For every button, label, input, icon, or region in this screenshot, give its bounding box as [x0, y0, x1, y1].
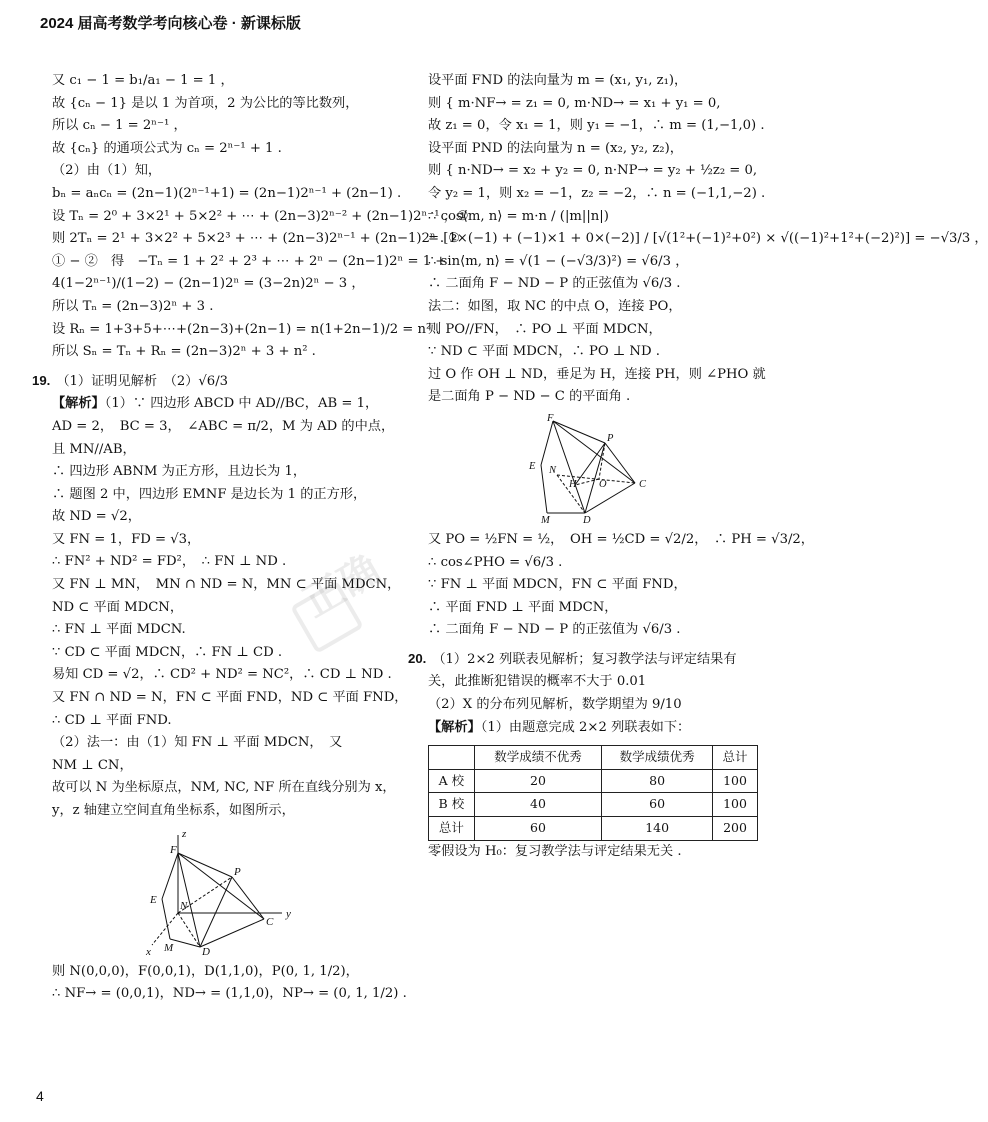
solution-line: 是二面角 P − ND − C 的平面角 . [428, 389, 631, 405]
fig1-label: C [266, 915, 274, 928]
q20-intro [428, 717, 758, 740]
solution-line: ∴ 四边形 ABNM 为正方形，且边长为 1， [52, 464, 307, 480]
table-cell: 60 [602, 793, 713, 817]
solution-line: 则 { m·NF→ = z₁ = 0, m·ND→ = x₁ + y₁ = 0, [428, 95, 721, 111]
figure-dihedral-angle [523, 413, 663, 525]
q20-answer-line [408, 648, 758, 672]
solution-line: ∴ 平面 FND ⊥ 平面 MDCN， [428, 599, 618, 615]
table-cell: 数学成绩优秀 [602, 746, 713, 770]
solution-line: ∴ cos∠PHO = √6/3 . [428, 554, 563, 570]
solution-line: ① − ② 得 −Tₙ = 1 + 2² + 2³ + ⋯ + 2ⁿ − (2n−1)2ⁿ = 1 + [52, 253, 447, 269]
solution-line: （2）法一：由（1）知 FN ⊥ 平面 MDCN， 又 [52, 735, 343, 751]
q20-answer-line-3: （2）X 的分布列见解析，数学期望为 9/10 [428, 697, 682, 713]
table-cell: 40 [474, 793, 601, 817]
q19-method-one [428, 70, 988, 409]
fig1-label: P [234, 865, 241, 878]
q19-number: 19. [32, 372, 51, 388]
solution-line: ∴ CD ⊥ 平面 FND. [52, 712, 172, 728]
solution-line: 故 {cₙ − 1} 是以 1 为首项，2 为公比的等比数列， [52, 95, 359, 111]
solution-line: 又 FN ∩ ND = N，FN ⊂ 平面 FND，ND ⊂ 平面 FND， [52, 690, 408, 706]
solution-line: ∴ FN ⊥ 平面 MDCN. [52, 622, 186, 638]
q19-line: （1）∵ 四边形 ABCD 中 AD//BC，AB = 1， [104, 396, 379, 412]
table-row [429, 769, 758, 793]
solution-line: 则 PO//FN， ∴ PO ⊥ 平面 MDCN， [428, 321, 662, 337]
fig1-label: M [164, 941, 174, 954]
table-cell: 140 [602, 817, 713, 841]
table-cell: 总计 [429, 817, 475, 841]
page-header: 2024 届高考数学考向核心卷 · 新课标版 [40, 15, 301, 32]
solution-line: 所以 cₙ − 1 = 2ⁿ⁻¹ ， [52, 118, 187, 134]
solution-line: 又 PO = ½FN = ½， OH = ½CD = √2/2， ∴ PH = √3/2， [428, 531, 814, 547]
solution-line: 设平面 FND 的法向量为 m = (x₁, y₁, z₁)， [428, 73, 688, 88]
solution-line: 过 O 作 OH ⊥ ND，垂足为 H，连接 PH，则 ∠PHO 就 [428, 366, 766, 382]
solution-line: 则 { n·ND→ = x₂ + y₂ = 0, n·NP→ = y₂ + ½z₂ = 0, [428, 163, 758, 179]
solution-line: 令 y₂ = 1，则 x₂ = −1，z₂ = −2，∴ n = (−1,1,−2) . [428, 185, 766, 201]
table-header-row [429, 746, 758, 770]
table-cell: 60 [474, 817, 601, 841]
q20-answer-line-2: 关，此推断犯错误的概率不大于 0.01 [428, 674, 647, 690]
solution-line: 4(1−2ⁿ⁻¹)/(1−2) − (2n−1)2ⁿ = (3−2n)2ⁿ − 3 ， [52, 276, 365, 292]
contingency-table [428, 745, 758, 840]
q20-intro-text: （1）由题意完成 2×2 列联表如下： [480, 719, 691, 735]
solution-line: 则 2Tₙ = 2¹ + 3×2² + 5×2³ + ⋯ + (2n−3)2ⁿ⁻¹ + (2n−1)2ⁿ . ② [52, 231, 461, 247]
solution-line: 又 FN ⊥ MN， MN ∩ ND = N，MN ⊂ 平面 MDCN， [52, 577, 401, 593]
table-cell: 100 [713, 793, 758, 817]
solution-line: ND ⊂ 平面 MDCN， [52, 599, 184, 615]
solution-line: 设平面 PND 的法向量为 n = (x₂, y₂, z₂)， [428, 140, 683, 156]
fig2-label: N [549, 464, 557, 476]
table-cell: 20 [474, 769, 601, 793]
solution-line: ∵ CD ⊂ 平面 MDCN，∴ FN ⊥ CD . [52, 644, 283, 660]
table-cell: 100 [713, 769, 758, 793]
solution-line: 易知 CD = √2，∴ CD² + ND² = NC²，∴ CD ⊥ ND . [52, 667, 392, 683]
fig1-label: D [202, 945, 210, 958]
solution-line: 则 N(0,0,0)，F(0,0,1)，D(1,1,0)，P(0, 1, 1/2)， [52, 963, 359, 979]
q19-coordinates [52, 961, 407, 1006]
fig2-label: O [599, 478, 607, 490]
table-cell: A 校 [429, 769, 475, 793]
q19-method-two [428, 529, 814, 642]
figure-coordinate-system [142, 827, 302, 957]
q18-solution [52, 70, 469, 364]
solution-line: ∴ 二面角 F − ND − P 的正弦值为 √6/3 . [428, 276, 681, 292]
watermark: 正确 [295, 546, 388, 627]
table-cell: 80 [602, 769, 713, 793]
solution-line: ∴ 二面角 F − ND − P 的正弦值为 √6/3 . [428, 622, 681, 638]
solution-line: （2）由（1）知， [52, 163, 162, 179]
solution-line: 所以 Sₙ = Tₙ + Rₙ = (2n−3)2ⁿ + 3 + n² . [52, 344, 316, 360]
q20-number: 20. [408, 650, 427, 666]
fig1-label: E [150, 893, 157, 906]
table-row [429, 817, 758, 841]
table-cell: 数学成绩不优秀 [474, 746, 601, 770]
solution-line: 法二：如图，取 NC 的中点 O，连接 PO， [428, 298, 682, 314]
solution-line: 所以 Tₙ = (2n−3)2ⁿ + 3 . [52, 298, 214, 314]
solution-line: ∵ ND ⊂ 平面 MDCN，∴ PO ⊥ ND . [428, 344, 660, 360]
fig2-label: D [583, 514, 591, 526]
q19-answer: （1）证明见解析 （2）√6/3 [56, 373, 229, 389]
q20-analysis-tag: 【解析】 [428, 719, 481, 735]
fig1-label: F [170, 843, 177, 856]
q19-solution [52, 416, 408, 823]
solution-line: bₙ = aₙcₙ = (2n−1)(2ⁿ⁻¹+1) = (2n−1)2ⁿ⁻¹ + (2n−1) . [52, 185, 402, 201]
solution-line: AD = 2， BC = 3， ∠ABC = π/2，M 为 AD 的中点， [52, 418, 395, 434]
fig2-label: C [639, 478, 647, 490]
fig1-label: N [180, 899, 188, 912]
solution-line: = [1×(−1) + (−1)×1 + 0×(−2)] / [√(1²+(−1)²+0²) × √((−1)²+1²+(−2)²)] = −√3/3 ， [428, 231, 988, 247]
solution-line: 且 MN//AB， [52, 441, 136, 457]
q19-intro [52, 393, 392, 416]
solution-line: 故 z₁ = 0，令 x₁ = 1，则 y₁ = −1，∴ m = (1,−1,0) . [428, 118, 765, 134]
solution-line: ∴ FN² + ND² = FD²， ∴ FN ⊥ ND . [52, 554, 287, 570]
solution-line: 故 ND = √2， [52, 509, 141, 525]
solution-line: ∴ NF→ = (0,0,1)，ND→ = (1,1,0)，NP→ = (0, 1, 1/2) . [52, 986, 407, 1002]
table-cell [429, 746, 475, 770]
page-number: 4 [36, 1088, 44, 1104]
solution-line: ∴ 题图 2 中，四边形 EMNF 是边长为 1 的正方形， [52, 486, 367, 502]
solution-line: ∴ cos⟨m, n⟩ = m·n / (|m||n|) [428, 208, 609, 224]
q19-analysis-tag: 【解析】 [52, 396, 105, 412]
fig2-label: M [541, 514, 550, 526]
q20-answer: （1）2×2 列联表见解析；复习教学法与评定结果有 [432, 651, 737, 667]
fig1-label: y [286, 907, 291, 920]
solution-line: ∴ sin⟨m, n⟩ = √(1 − (−√3/3)²) = √6/3 ， [428, 253, 689, 269]
q20-null-hypothesis: 零假设为 H₀：复习教学法与评定结果无关 . [428, 843, 682, 859]
solution-line: 设 Tₙ = 2⁰ + 3×2¹ + 5×2² + ⋯ + (2n−3)2ⁿ⁻² + (2n−1)2ⁿ⁻¹ ，① [52, 208, 469, 224]
solution-line: NM ⊥ CN， [52, 757, 133, 773]
fig2-label: F [547, 412, 554, 424]
solution-line: 又 FN = 1，FD = √3， [52, 531, 201, 547]
solution-line: y，z 轴建立空间直角坐标系，如图所示， [52, 803, 295, 818]
q19-answer-line [32, 370, 392, 394]
table-cell: 总计 [713, 746, 758, 770]
fig1-label: x [146, 945, 151, 958]
table-row [429, 793, 758, 817]
solution-line: ∵ FN ⊥ 平面 MDCN，FN ⊂ 平面 FND， [428, 577, 687, 593]
fig1-label: z [182, 827, 187, 840]
table-cell: 200 [713, 817, 758, 841]
right-column [408, 70, 988, 863]
solution-line: 故可以 N 为坐标原点，NM, NC, NF 所在直线分别为 x， [52, 780, 396, 796]
table-cell: B 校 [429, 793, 475, 817]
solution-line: 故 {cₙ} 的通项公式为 cₙ = 2ⁿ⁻¹ + 1 . [52, 140, 282, 156]
solution-line: 设 Rₙ = 1+3+5+⋯+(2n−3)+(2n−1) = n(1+2n−1)/2 = n² . [52, 321, 440, 337]
fig2-label: P [607, 432, 614, 444]
solution-line: 又 c₁ − 1 = b₁/a₁ − 1 = 1 ， [52, 73, 234, 88]
fig2-label: H [569, 478, 577, 490]
fig2-label: E [529, 460, 536, 472]
